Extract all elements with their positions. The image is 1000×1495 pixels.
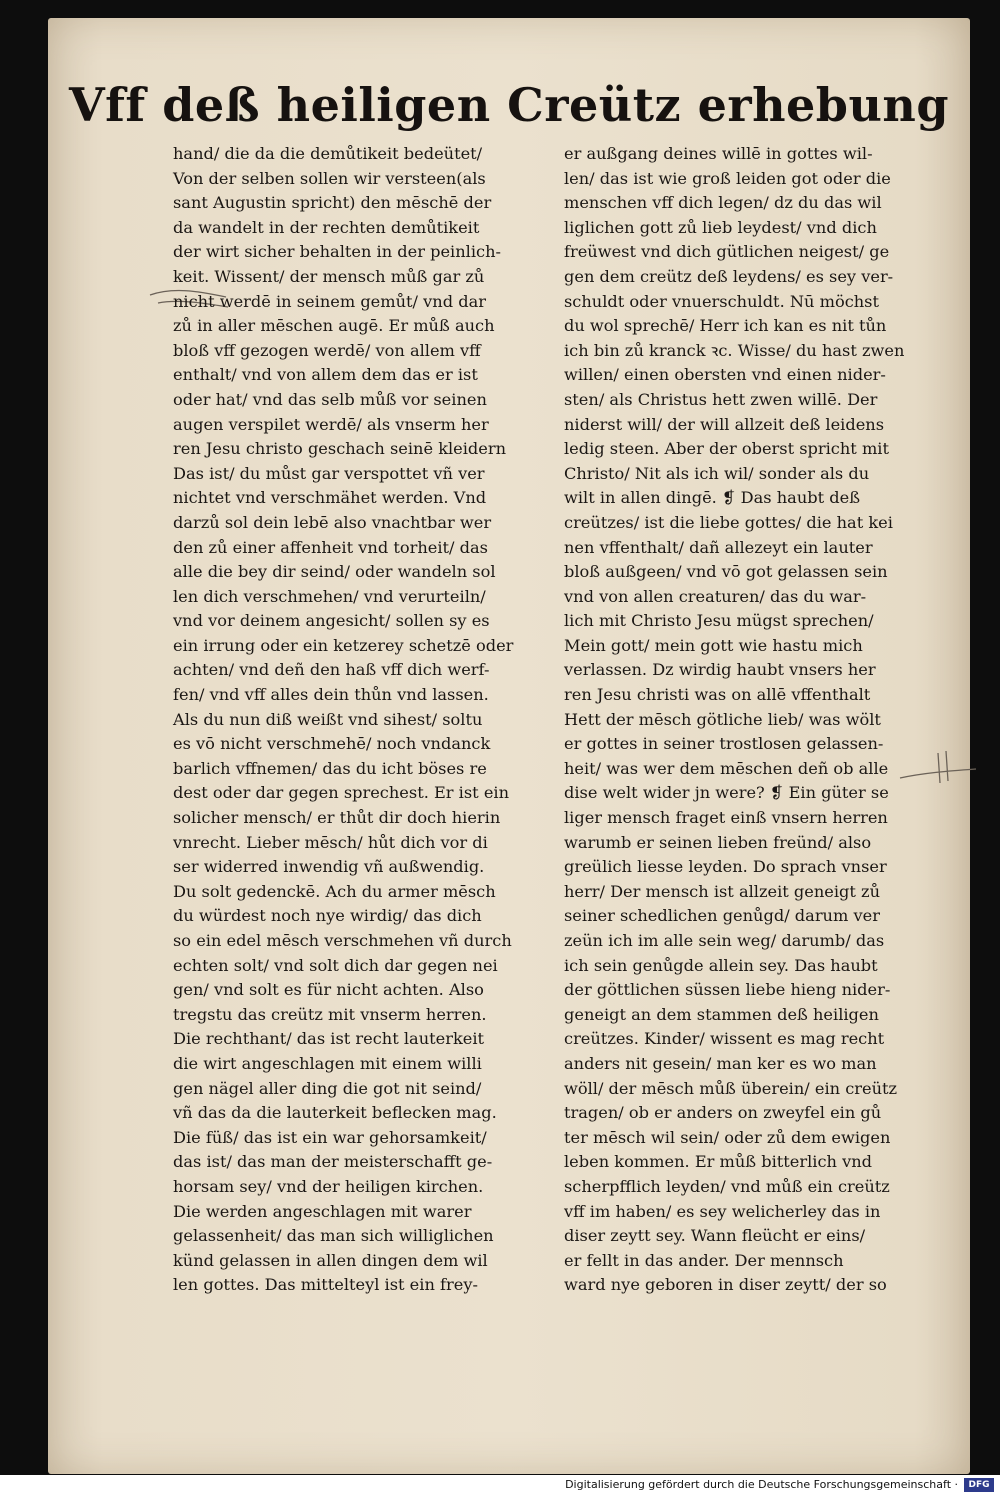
footer-bar: [0, 1475, 1000, 1495]
text-line: barlich vffnemen/ das du icht böses re: [173, 758, 487, 778]
text-line: Die werden angeschlagen mit warer: [173, 1201, 472, 1221]
text-line: tregstu das creütz mit vnserm herren.: [173, 1004, 487, 1024]
text-line: der wirt sicher behalten in der peinlich-: [173, 242, 501, 262]
text-line: nicht werdē in seinem gemůt/ vnd dar: [173, 291, 486, 311]
text-line: das ist/ das man der meisterschafft ge-: [173, 1152, 493, 1172]
text-line: darzů sol dein lebē also vnachtbar wer: [173, 512, 492, 532]
text-line: horsam sey/ vnd der heiligen kirchen.: [173, 1176, 484, 1196]
text-line: du wol sprechē/ Herr ich kan es nit tůn: [564, 316, 887, 336]
dfg-logo: DFG: [964, 1478, 994, 1492]
text-line: Das ist/ du můst gar verspottet vñ ver: [173, 463, 485, 483]
text-line: zů in aller mēschen augē. Er můß auch: [173, 316, 495, 336]
text-line: die wirt angeschlagen mit einem willi: [173, 1053, 482, 1073]
text-line: wöll/ der mēsch můß überein/ ein creütz: [564, 1078, 898, 1098]
text-line: geneigt an dem stammen deß heiligen: [564, 1004, 879, 1024]
text-line: willen/ einen obersten vnd einen nider-: [564, 365, 886, 385]
text-line: augen verspilet werdē/ als vnserm her: [173, 414, 489, 434]
text-line: er fellt in das ander. Der mennsch: [564, 1250, 844, 1270]
text-line: vff im haben/ es sey welicherley das in: [564, 1201, 881, 1221]
text-line: Hett der mēsch götliche lieb/ was wölt: [564, 709, 881, 729]
text-line: Christo/ Nit als ich wil/ sonder als du: [564, 463, 870, 483]
text-line: lich mit Christo Jesu mügst sprechen/: [564, 611, 874, 631]
text-line: bloß außgeen/ vnd vō got gelassen sein: [564, 562, 888, 582]
text-line: liger mensch fraget einß vnsern herren: [564, 808, 888, 828]
text-line: sant Augustin spricht) den mēschē der: [173, 193, 492, 213]
left-text-column: [173, 142, 568, 1298]
text-line: ren Jesu christo geschach seinē kleidern: [173, 439, 507, 459]
text-line: Mein gott/ mein gott wie hastu mich: [564, 635, 863, 655]
text-line: bloß vff gezogen werdē/ von allem vff: [173, 340, 481, 360]
text-line: creützes/ ist die liebe gottes/ die hat kei: [564, 512, 893, 532]
text-line: len gottes. Das mittelteyl ist ein frey-: [173, 1275, 478, 1295]
text-line: so ein edel mēsch verschmehen vñ durch: [173, 931, 512, 950]
text-line: Von der selben sollen wir versteen(als: [173, 168, 486, 188]
text-line: dise welt wider jn were? ❡ Ein güter se: [564, 783, 889, 803]
text-line: gen nägel aller ding die got nit seind/: [173, 1078, 482, 1098]
book-page: [48, 18, 970, 1474]
right-text-column: [564, 142, 964, 1298]
text-line: gen/ vnd solt es für nicht achten. Also: [173, 980, 484, 1000]
text-line: nichtet vnd verschmähet werden. Vnd: [173, 488, 487, 508]
text-line: fen/ vnd vff alles dein thůn vnd lassen.: [173, 685, 489, 705]
text-line: diser zeytt sey. Wann fleücht er eins/: [564, 1226, 866, 1246]
text-line: ward nye geboren in diser zeytt/ der so: [564, 1275, 887, 1295]
text-line: er außgang deines willē in gottes wil-: [564, 144, 873, 163]
text-line: künd gelassen in allen dingen dem wil: [173, 1250, 488, 1270]
text-line: greülich liesse leyden. Do sprach vnser: [564, 857, 887, 877]
text-line: hand/ die da die demůtikeit bedeütet/: [173, 144, 483, 163]
text-line: anders nit gesein/ man ker es wo man: [564, 1053, 877, 1073]
text-line: den zů einer affenheit vnd torheit/ das: [173, 537, 488, 557]
text-line: es vō nicht verschmehē/ noch vndanck: [173, 734, 491, 754]
text-line: creützes. Kinder/ wissent es mag recht: [564, 1029, 885, 1049]
text-line: scherpfflich leyden/ vnd můß ein creütz: [564, 1176, 890, 1196]
text-line: gen dem creütz deß leydens/ es sey ver-: [564, 266, 894, 286]
text-line: schuldt oder vnuerschuldt. Nū möchst: [564, 291, 879, 311]
text-line: vnd vor deinem angesicht/ sollen sy es: [173, 611, 490, 631]
text-line: du würdest noch nye wirdig/ das dich: [173, 906, 482, 926]
text-line: menschen vff dich legen/ dz du das wil: [564, 193, 882, 213]
text-line: ich bin zů kranck ꝛc. Wisse/ du hast zwen: [564, 340, 905, 360]
text-line: verlassen. Dz wirdig haubt vnsers her: [564, 660, 876, 680]
text-line: freüwest vnd dich gütlichen neigest/ ge: [564, 242, 890, 262]
text-line: ledig steen. Aber der oberst spricht mit: [564, 439, 889, 459]
text-line: ich sein genůgde allein sey. Das haubt: [564, 955, 878, 975]
text-line: herr/ Der mensch ist allzeit geneigt zů: [564, 881, 880, 901]
funding-credit: Digitalisierung gefördert durch die Deutsche Forschungsgemeinschaft ·: [565, 1478, 958, 1491]
text-line: ein irrung oder ein ketzerey schetzē oder: [173, 635, 514, 655]
text-line: vñ das da die lauterkeit beflecken mag.: [173, 1103, 497, 1123]
text-line: er gottes in seiner trostlosen gelassen-: [564, 734, 884, 754]
text-line: tragen/ ob er anders on zweyfel ein gů: [564, 1103, 882, 1123]
text-line: Die rechthant/ das ist recht lauterkeit: [173, 1029, 485, 1049]
text-line: oder hat/ vnd das selb můß vor seinen: [173, 389, 487, 409]
running-head: Vff deß heiligen Creütz erhebung: [68, 78, 950, 132]
text-line: ter mēsch wil sein/ oder zů dem ewigen: [564, 1127, 891, 1147]
text-line: der göttlichen süssen liebe hieng nider-: [564, 980, 891, 1000]
text-line: enthalt/ vnd von allem dem das er ist: [173, 365, 478, 385]
text-line: len/ das ist wie groß leiden got oder die: [564, 168, 891, 188]
text-line: seiner schedlichen genůgd/ darum ver: [564, 906, 880, 926]
text-line: ser widerred inwendig vñ außwendig.: [173, 857, 485, 877]
text-line: ren Jesu christi was on allē vffenthalt: [564, 685, 871, 705]
text-line: gelassenheit/ das man sich williglichen: [173, 1226, 494, 1246]
text-line: solicher mensch/ er thůt dir doch hierin: [173, 808, 501, 828]
text-line: leben kommen. Er můß bitterlich vnd: [564, 1152, 873, 1172]
text-line: warumb er seinen lieben freünd/ also: [564, 832, 872, 852]
text-line: da wandelt in der rechten demůtikeit: [173, 217, 480, 237]
text-line: sten/ als Christus hett zwen willē. Der: [564, 389, 878, 409]
text-line: echten solt/ vnd solt dich dar gegen nei: [173, 955, 498, 975]
text-line: keit. Wissent/ der mensch můß gar zů: [173, 266, 485, 286]
text-line: wilt in allen dingē. ❡ Das haubt deß: [564, 488, 861, 508]
text-line: Die füß/ das ist ein war gehorsamkeit/: [173, 1127, 487, 1147]
text-line: achten/ vnd deñ den haß vff dich werf-: [173, 660, 490, 680]
text-line: Du solt gedenckē. Ach du armer mēsch: [173, 881, 496, 901]
text-line: Als du nun diß weißt vnd sihest/ soltu: [173, 709, 483, 729]
text-line: vnd von allen creaturen/ das du war-: [564, 586, 867, 606]
text-line: nen vffenthalt/ dañ allezeyt ein lauter: [564, 537, 873, 557]
text-line: niderst will/ der will allzeit deß leidens: [564, 414, 885, 434]
text-line: zeün ich im alle sein weg/ darumb/ das: [564, 931, 885, 950]
text-line: alle die bey dir seind/ oder wandeln sol: [173, 562, 496, 582]
text-line: len dich verschmehen/ vnd verurteiln/: [173, 586, 486, 606]
text-line: vnrecht. Lieber mēsch/ hůt dich vor di: [173, 832, 488, 852]
text-line: liglichen gott zů lieb leydest/ vnd dich: [564, 217, 877, 237]
text-line: heit/ was wer dem mēschen deñ ob alle: [564, 758, 889, 778]
text-line: dest oder dar gegen sprechest. Er ist ein: [173, 783, 510, 803]
